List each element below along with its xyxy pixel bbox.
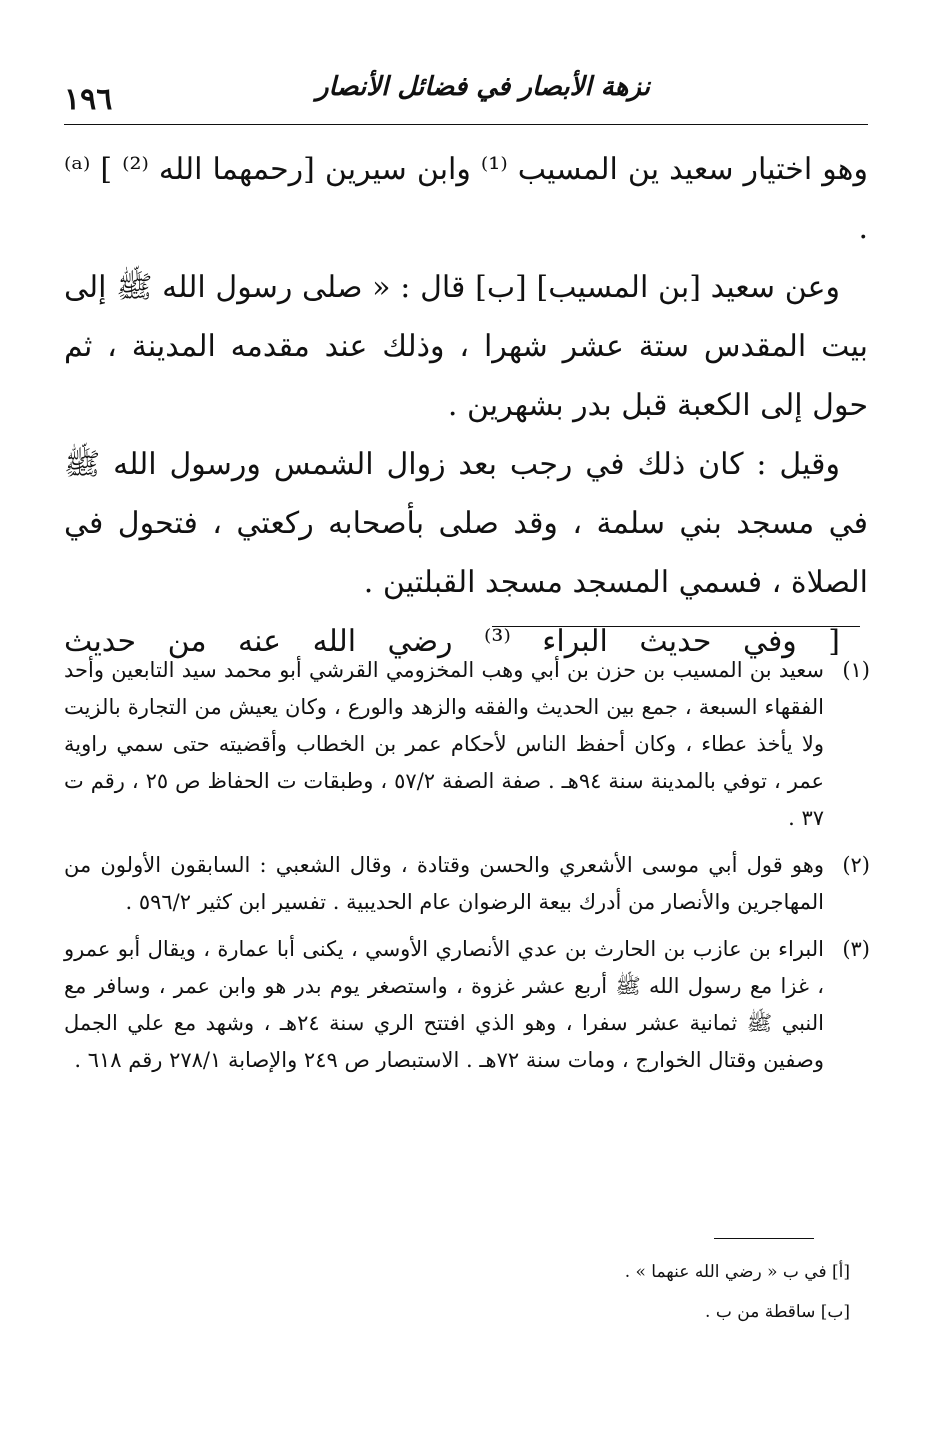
main-paragraph-3: وقيل : كان ذلك في رجب بعد زوال الشمس ورسول الله ﷺ في مسجد بني سلمة ، وقد صلى بأصحابه ركعتي ، فتحول في الصلاة ، فسمي المسجد مسجد القبلتين . — [64, 447, 868, 600]
footnote-3 — [64, 931, 870, 1079]
main-paragraph-2: وعن سعيد [بن المسيب] [ب] قال : « صلى رسول الله ﷺ إلى بيت المقدس ستة عشر شهرا ، وذلك عند مقدمه المدينة ، ثم حول إلى الكعبة قبل بدر بشهرين . — [64, 270, 868, 423]
main-paragraph-4: [ وفي حديث البراء ⁽³⁾ رضي الله عنه من حديث — [64, 624, 840, 659]
footnote-divider — [492, 626, 860, 627]
editorial-note-a: [أ] في ب « رضي الله عنهما » . — [624, 1262, 850, 1282]
footnote-text: البراء بن عازب بن الحارث بن عدي الأنصاري الأوسي ، يكنى أبا عمارة ، ويقال أبو عمرو ، غزا مع رسول الله ﷺ أربع عشر غزوة ، واستصغر يوم بدر هو وابن عمر ، وسافر مع النبي ﷺ ثمانية عشر سفرا ، وهو الذي افتتح الري سنة ٢٤هـ ، وشهد مع علي الجمل وصفين وقتال الخوارج ، ومات سنة ٧٢هـ . الاستبصار ص ٢٤٩ والإصابة ٢٧٨/١ رقم ٦١٨ . — [64, 937, 824, 1072]
editorial-note-b: [ب] ساقطة من ب . — [705, 1302, 850, 1322]
footnote-text: وهو قول أبي موسى الأشعري والحسن وقتادة ، وقال الشعبي : السابقون الأولون من المهاجرين والأنصار من أدرك بيعة الرضوان عام الحديبية . تفسير ابن كثير ٥٩٦/٢ . — [64, 853, 824, 914]
footnote-2 — [64, 847, 870, 921]
footnote-1 — [64, 652, 870, 837]
editorial-notes — [500, 1252, 850, 1332]
editorial-divider — [714, 1238, 814, 1239]
page-number: ١٩٦ — [64, 82, 113, 117]
footnotes — [64, 652, 870, 1089]
footnote-number: (١) — [842, 658, 870, 682]
footnote-number: (٢) — [842, 853, 870, 877]
header-divider — [64, 124, 868, 125]
footnote-number: (٣) — [842, 937, 870, 961]
main-text — [64, 140, 868, 671]
footnote-text: سعيد بن المسيب بن حزن بن أبي وهب المخزومي القرشي أبو محمد سيد التابعين وأحد الفقهاء السبعة ، جمع بين الحديث والفقه والزهد والورع ، وكان يعيش من التجارة بالزيت ولا يأخذ عطاء ، وكان أحفظ الناس لأحكام عمر بن الخطاب وأقضيته حتى سمي راوية عمر ، توفي بالمدينة سنة ٩٤هـ . صفة الصفة ٥٧/٢ ، وطبقات ت الحفاظ ص ٢٥ ، رقم ت ٣٧ . — [64, 658, 824, 830]
main-paragraph-1: وهو اختيار سعيد ين المسيب ⁽¹⁾ وابن سيرين [رحمهما الله ⁽²⁾ ] ⁽ᵃ⁾ . — [64, 152, 868, 246]
running-title: نزهة الأبصار في فضائل الأنصار — [316, 72, 650, 102]
